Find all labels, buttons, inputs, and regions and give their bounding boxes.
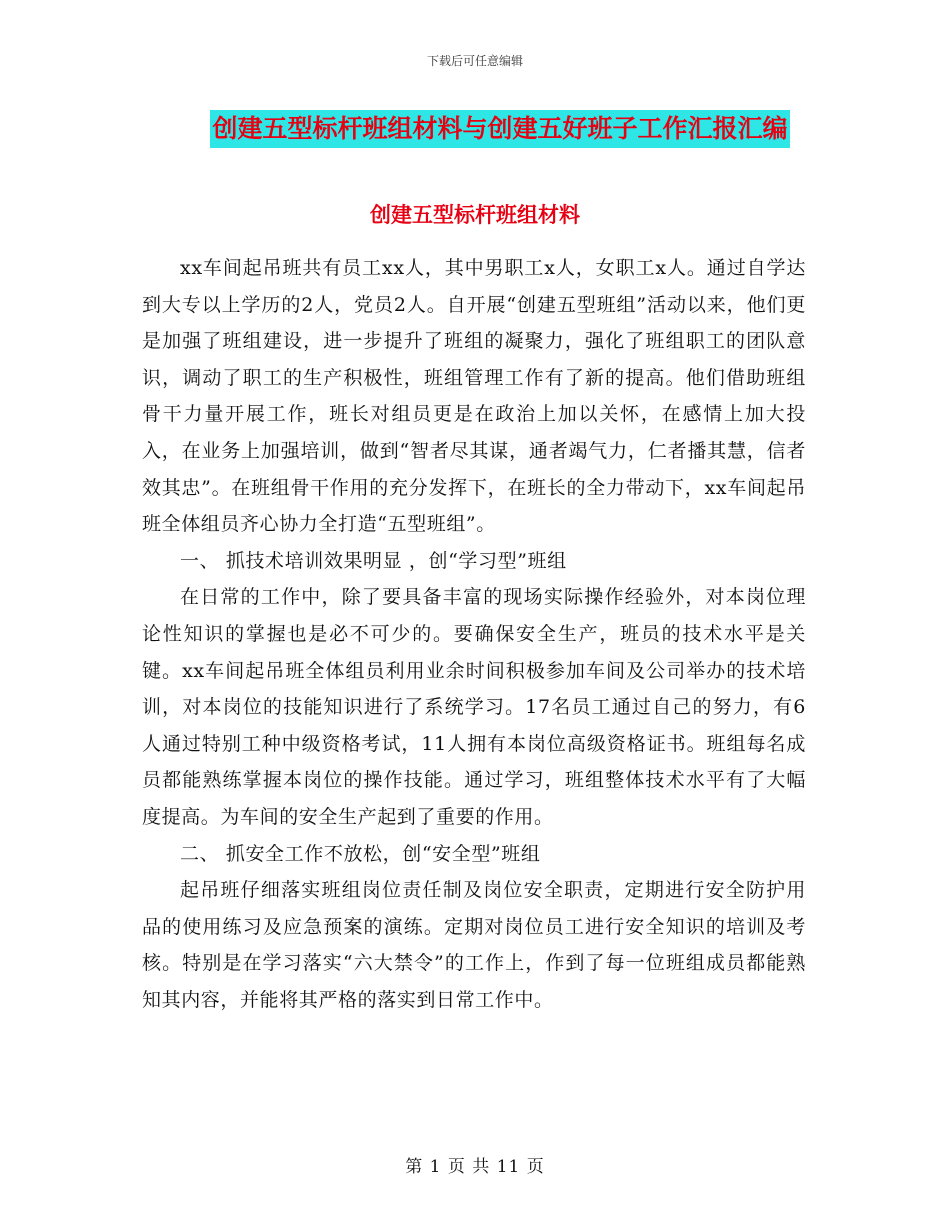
section-heading-2: 二、 抓安全工作不放松，创“安全型”班组	[180, 842, 541, 865]
page-footer: 第 1 页 共 11 页	[405, 1157, 545, 1177]
paragraph-learning: 在日常的工作中，除了要具备丰富的现场实际操作经验外，对本岗位理论性知识的掌握也是必不可少的。要确保安全生产，班员的技术水平是关键。xx车间起吊班全体组员利用业余时间积极参加车间及公司举办的技术培训，对本岗位的技能知识进行了系统学习。17名员工通过自己的努力，有6人通过特别工种中级资格考试，11人拥有本岗位高级资格证书。班组每名成员都能熟练掌握本岗位的操作技能。通过学习，班组整体技术水平有了大幅度提高。为车间的安全生产起到了重要的作用。	[142, 586, 806, 828]
body-text	[142, 250, 806, 1018]
header-note: 下载后可任意编辑	[426, 54, 523, 68]
paragraph-safety: 起吊班仔细落实班组岗位责任制及岗位安全职责，定期进行安全防护用品的使用练习及应急预案的演练。定期对岗位员工进行安全知识的培训及考核。特别是在学习落实“六大禁令”的工作上，作到了每一位班组成员都能熟知其内容，并能将其严格的落实到日常工作中。	[142, 879, 806, 1011]
main-title-wrap	[0, 110, 950, 148]
paragraph-intro: xx车间起吊班共有员工xx人，其中男职工x人，女职工x人。通过自学达到大专以上学历的2人，党员2人。自开展“创建五型班组”活动以来，他们更是加强了班组建设，进一步提升了班组的凝聚力，强化了班组职工的团队意识，调动了职工的生产积极性，班组管理工作有了新的提高。他们借助班组骨干力量开展工作，班长对组员更是在政治上加以关怀，在感情上加大投入，在业务上加强培训，做到“智者尽其谋，通者竭气力，仁者播其慧，信者效其忠”。在班组骨干作用的充分发挥下，在班长的全力带动下，xx车间起吊班全体组员齐心协力全打造“五型班组”。	[142, 257, 806, 536]
main-title: 创建五型标杆班组材料与创建五好班子工作汇报汇编	[210, 110, 789, 148]
section-title: 创建五型标杆班组材料	[370, 203, 580, 227]
section-heading-1: 一、 抓技术培训效果明显 ，创“学习型”班组	[180, 549, 567, 572]
